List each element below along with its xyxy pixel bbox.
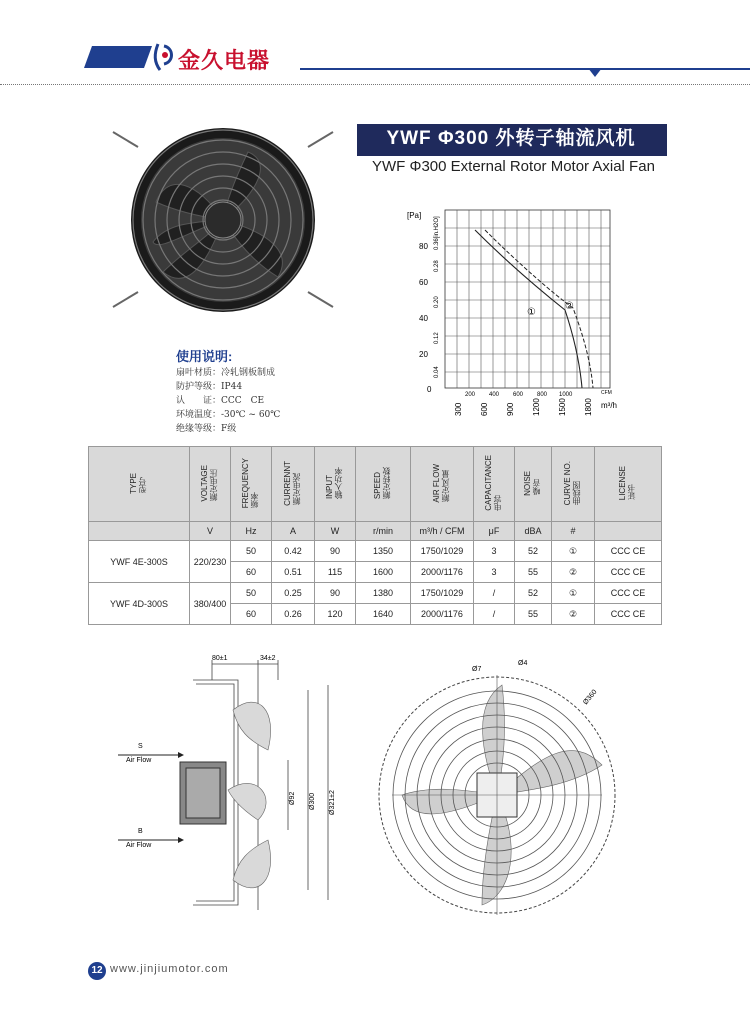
header-dotted-rule: [0, 84, 750, 85]
header-marker: [588, 68, 602, 77]
curve-label-2: ②: [565, 301, 574, 312]
col-header: FREQUENCY: [241, 457, 251, 509]
x-m3h-tick: 300: [454, 402, 463, 416]
header-accent-bar: [84, 46, 152, 68]
page-number: 12: [88, 962, 106, 980]
dim-d92: Ø92: [289, 791, 296, 805]
dim-d360: Ø360: [582, 688, 599, 707]
y-tick: 40: [419, 314, 428, 323]
brand-logo-icon: [152, 40, 178, 74]
dim-d300: Ø300: [309, 792, 316, 810]
instruction-row: 防护等级：IP44: [176, 382, 243, 392]
x-cfm-tick: 400: [489, 392, 500, 398]
front-view-drawing: [372, 655, 622, 935]
col-header: SPEED: [373, 471, 383, 499]
x-m3h-tick: 900: [506, 402, 515, 416]
label-b: B: [138, 828, 143, 835]
col-header: NOISE: [523, 470, 533, 496]
y-tick: 80: [419, 242, 428, 251]
x-cfm-tick: 1000: [559, 392, 573, 398]
table-unit-row: V Hz A W r/min m³/h / CFM μF dBA #: [89, 522, 662, 541]
col-header: CURVE NO.: [563, 460, 573, 506]
table-row: YWF 4D-300S 380/400 50 0.25 90 1380 1750/1029 / 52 ① CCC CE: [89, 583, 662, 604]
label-s: S: [138, 743, 143, 750]
table-row: 60 0.26 120 1640 2000/1176 / 55 ② CCC CE: [89, 604, 662, 625]
col-header: VOLTAGE: [200, 464, 210, 502]
table-row: YWF 4E-300S 220/230 50 0.42 90 1350 1750/1029 3 52 ① CCC CE: [89, 541, 662, 562]
y-tick: 20: [419, 350, 428, 359]
spec-table: [88, 446, 662, 625]
table-header-row: TYPE型号 VOLTAGE额定电压 FREQUENCY频率 CURRENNT额定电流 INPUT输入功率 SPEED额定转数 AIR FLOW额定风量 CAPACITANCE电容 NOISE噪音 CURVE NO.曲线图 LICENSE证书: [89, 447, 662, 522]
air-flow-label: Air Flow: [126, 757, 152, 764]
dim-80: 80±1: [212, 655, 228, 662]
x-m3h-tick: 1500: [558, 398, 567, 416]
x-m3h-tick: 1200: [532, 398, 541, 416]
air-flow-label: Air Flow: [126, 842, 152, 849]
curve-label-1: ①: [527, 307, 536, 318]
header-rule: [300, 68, 750, 70]
col-header: INPUT: [325, 475, 335, 499]
x-m3h-unit: m³/h: [601, 401, 617, 410]
x-cfm-tick: 200: [465, 392, 476, 398]
table-row: 60 0.51 115 1600 2000/1176 3 55 ② CCC CE: [89, 562, 662, 583]
col-header: TYPE: [129, 472, 139, 494]
instruction-row: 环境温度：-30℃ ~ 60℃: [176, 410, 281, 420]
y2-tick: 0.20: [434, 296, 440, 308]
instruction-row: 扇叶材质：冷轧钢板制成: [176, 368, 276, 378]
brand-name: 金久电器: [178, 48, 271, 73]
performance-curve-chart: [405, 200, 620, 418]
y2-tick: 0.28: [434, 260, 440, 272]
x-cfm-unit: CFM: [601, 390, 612, 396]
instruction-row: 绝缘等级：F级: [176, 424, 237, 434]
dim-d7: Ø7: [472, 666, 482, 673]
dim-d321: Ø321±2: [329, 790, 336, 815]
y-tick: 60: [419, 278, 428, 287]
curve-y-unit: [Pa]: [407, 211, 422, 220]
y-tick: 0: [427, 385, 432, 394]
x-m3h-tick: 1800: [584, 398, 593, 416]
col-header: CAPACITANCE: [484, 455, 494, 511]
x-cfm-tick: 800: [537, 392, 548, 398]
dim-d4: Ø4: [518, 660, 528, 667]
dim-34: 34±2: [260, 655, 276, 662]
y2-tick: 0.04: [434, 366, 440, 378]
side-view-drawing: [108, 650, 348, 930]
product-title-cn: YWF Φ300 外转子轴流风机: [386, 128, 636, 149]
y2-tick: 0.36[in.H2O]: [434, 216, 440, 250]
website-link[interactable]: www.jinjiumotor.com: [110, 963, 229, 975]
instructions-heading: 使用说明:: [176, 349, 233, 364]
instruction-row: 认 证：CCC CE: [176, 396, 265, 406]
y2-tick: 0.12: [434, 332, 440, 344]
col-header: AIR FLOW: [432, 463, 442, 503]
x-cfm-tick: 600: [513, 392, 524, 398]
col-header: LICENSE: [618, 465, 628, 501]
fan-photo: [108, 122, 338, 322]
col-header: CURRENNT: [283, 460, 293, 506]
x-m3h-tick: 600: [480, 402, 489, 416]
product-title-en: YWF Φ300 External Rotor Motor Axial Fan: [372, 158, 655, 175]
